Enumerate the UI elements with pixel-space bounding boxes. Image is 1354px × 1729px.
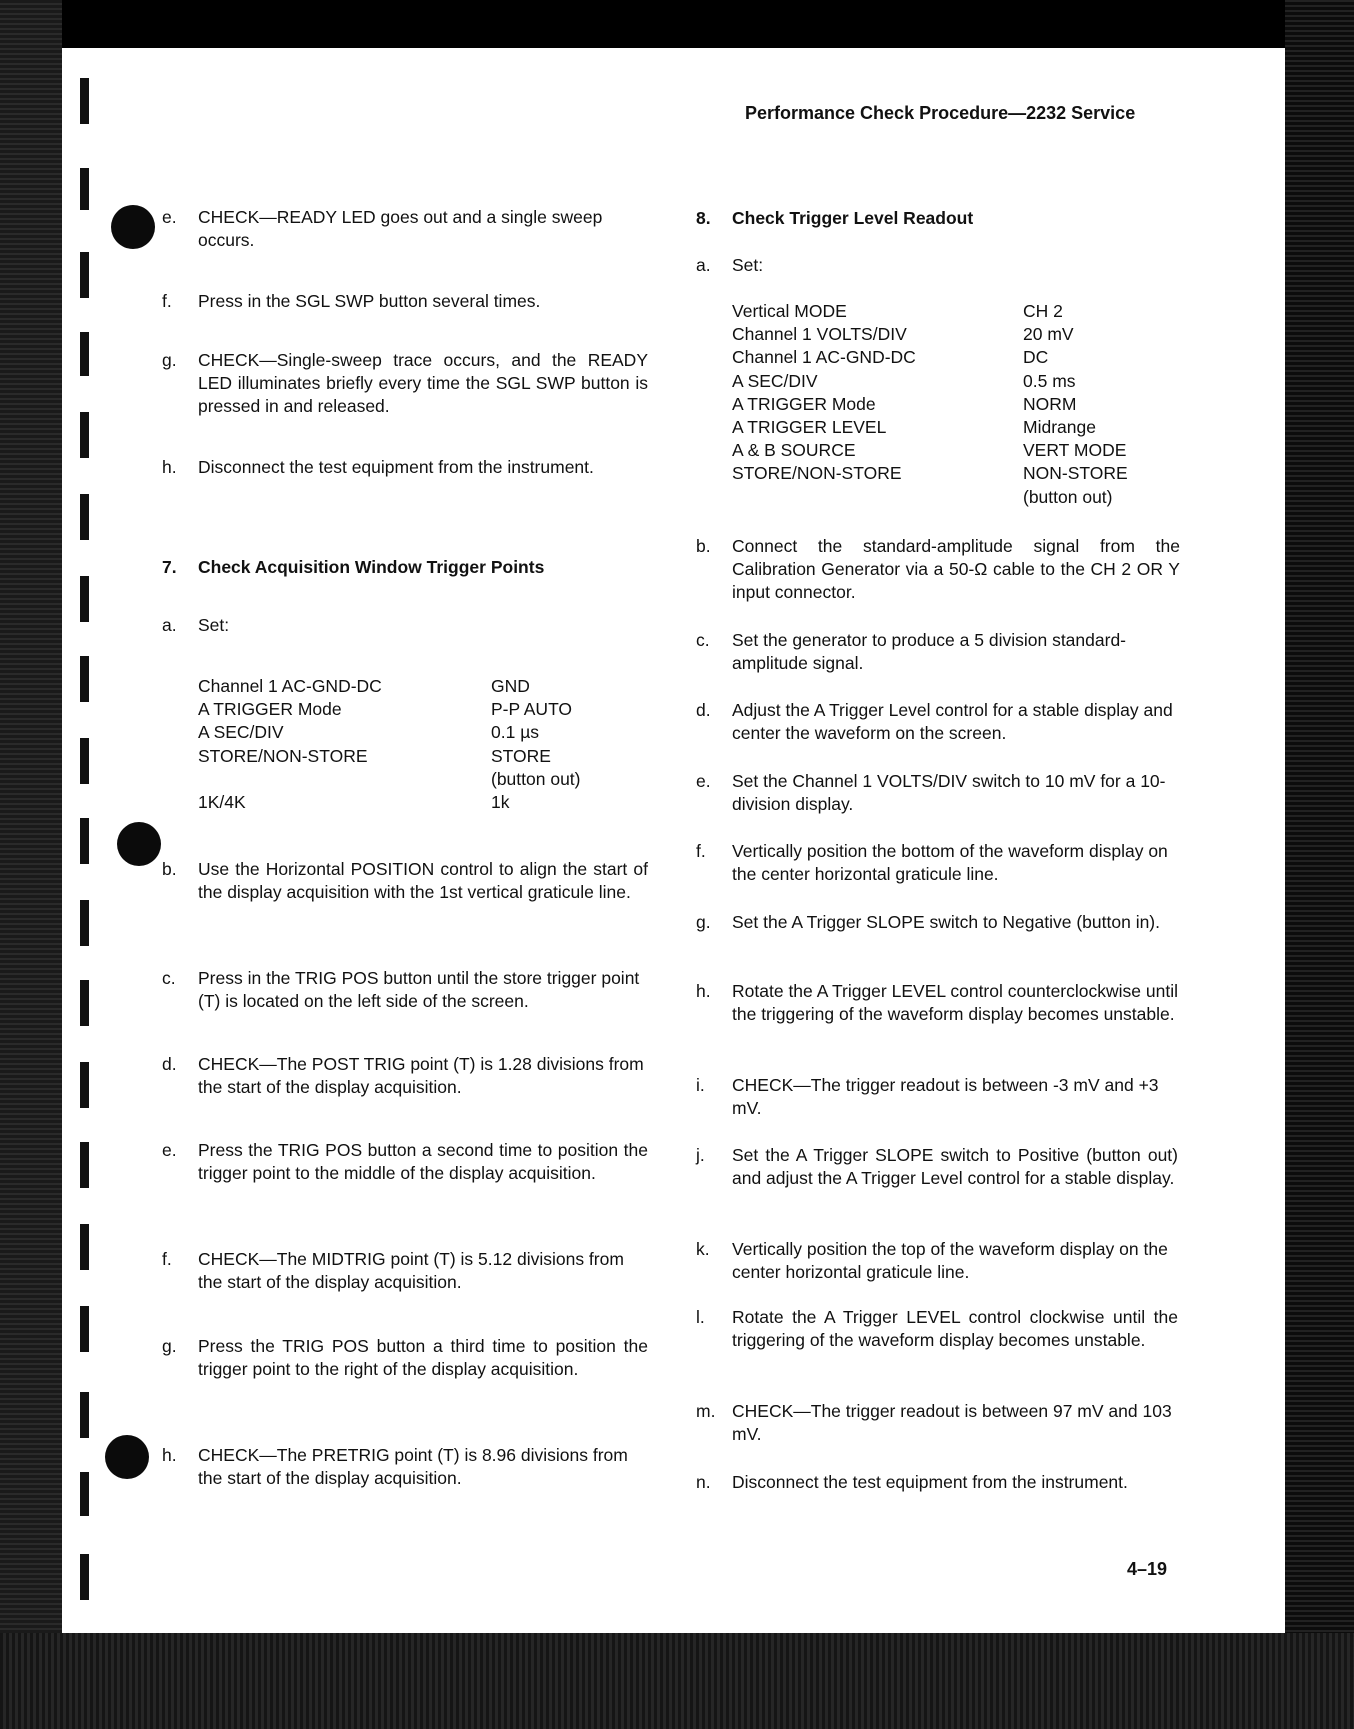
- section-title: Check Acquisition Window Trigger Points: [198, 557, 545, 577]
- section-8-set: [696, 254, 932, 277]
- step-b-connect: [696, 535, 1180, 604]
- step-c-generator: [696, 629, 1182, 675]
- step-n-disconnect: [696, 1471, 1192, 1494]
- step-h-disconnect: [162, 456, 658, 479]
- change-dot: [111, 205, 155, 249]
- page-header: Performance Check Procedure—2232 Service: [745, 103, 1136, 123]
- change-dot: [117, 822, 161, 866]
- page-number: 4–19: [1127, 1559, 1168, 1579]
- scan-edge-left: [0, 0, 62, 1729]
- settings-row: A TRIGGER Mode P-P AUTO: [198, 699, 573, 720]
- step-label: d.: [696, 700, 711, 720]
- section-8-heading: [696, 207, 1192, 230]
- step-label: k.: [696, 1239, 710, 1259]
- step-label: g.: [696, 912, 711, 932]
- step-text: Set:: [732, 255, 764, 275]
- step-c-trigpos: [162, 967, 653, 1013]
- step-text: Set the A Trigger SLOPE switch to Positive (button out) and adjust the A Trigger Level control for a stable display.: [732, 1145, 1178, 1188]
- step-text: Press the TRIG POS button a second time to position the trigger point to the middle of the display acquisition.: [198, 1140, 648, 1183]
- step-b-position: [162, 858, 648, 904]
- settings-row: Channel 1 VOLTS/DIV 20 mV: [732, 324, 1074, 345]
- step-label: h.: [162, 1445, 177, 1465]
- step-label: f.: [696, 841, 706, 861]
- step-h-rotate-ccw: [696, 980, 1178, 1026]
- step-f-press: [162, 290, 648, 313]
- step-i-check-readout: [696, 1074, 1187, 1120]
- step-text: Set the A Trigger SLOPE switch to Negative (button in).: [732, 912, 1160, 932]
- step-text: CHECK—READY LED goes out and a single sweep occurs.: [198, 207, 603, 250]
- step-d-posttrig: [162, 1053, 653, 1099]
- settings-row: Vertical MODE CH 2: [732, 301, 1063, 321]
- section-8-settings-table: [732, 300, 1172, 509]
- step-f-vertical: [696, 840, 1182, 886]
- step-label: b.: [162, 859, 177, 879]
- step-text: Vertically position the bottom of the waveform display on the center horizontal graticule line.: [732, 841, 1168, 884]
- step-label: n.: [696, 1472, 711, 1492]
- step-label: a.: [162, 615, 177, 635]
- step-label: i.: [696, 1075, 705, 1095]
- step-text: CHECK—Single-sweep trace occurs, and the READY LED illuminates briefly every time the SGL SWP button is pressed in and released.: [198, 350, 648, 416]
- step-text: Connect the standard-amplitude signal from the Calibration Generator via a 50-Ω cable to the CH 2 OR Y input connector.: [732, 536, 1180, 602]
- section-number: 8.: [696, 208, 711, 228]
- settings-row: Channel 1 AC-GND-DC GND: [198, 676, 530, 696]
- step-text: Set the generator to produce a 5 division standard-amplitude signal.: [732, 630, 1126, 673]
- section-7-settings-table: [198, 675, 618, 814]
- settings-row: A SEC/DIV 0.5 ms: [732, 370, 1076, 391]
- step-label: e.: [162, 1140, 177, 1160]
- step-e-second: [162, 1139, 648, 1185]
- settings-row: A SEC/DIV 0.1 µs: [198, 722, 540, 743]
- step-label: h.: [696, 981, 711, 1001]
- step-e-voltsdiv: [696, 770, 1187, 816]
- step-label: g.: [162, 350, 177, 370]
- settings-row: A & B SOURCE VERT MODE: [732, 440, 1127, 461]
- step-text: Use the Horizontal POSITION control to align the start of the display acquisition with the 1st vertical graticule line.: [198, 859, 648, 902]
- step-g-check: [162, 349, 648, 418]
- settings-row: (button out): [1023, 486, 1113, 507]
- section-7-heading: [162, 556, 658, 579]
- step-f-midtrig: [162, 1248, 653, 1294]
- step-label: c.: [162, 968, 176, 988]
- change-dot: [105, 1435, 149, 1479]
- step-j-slope-positive: [696, 1144, 1178, 1190]
- section-number: 7.: [162, 557, 177, 577]
- step-label: h.: [162, 457, 177, 477]
- scan-edge-bottom: [0, 1633, 1354, 1729]
- step-label: g.: [162, 1336, 177, 1356]
- step-text: CHECK—The POST TRIG point (T) is 1.28 divisions from the start of the display acquisition.: [198, 1054, 644, 1097]
- step-label: e.: [696, 771, 711, 791]
- step-text: Adjust the A Trigger Level control for a stable display and center the waveform on the screen.: [732, 700, 1173, 743]
- step-g-third: [162, 1335, 648, 1381]
- step-h-pretrig: [162, 1444, 653, 1490]
- step-label: a.: [696, 255, 711, 275]
- step-text: CHECK—The trigger readout is between -3 mV and +3 mV.: [732, 1075, 1159, 1118]
- step-text: Rotate the A Trigger LEVEL control clockwise until the triggering of the waveform display becomes unstable.: [732, 1307, 1178, 1350]
- step-text: CHECK—The MIDTRIG point (T) is 5.12 divisions from the start of the display acquisition.: [198, 1249, 624, 1292]
- step-text: Vertically position the top of the waveform display on the center horizontal graticule line.: [732, 1239, 1168, 1282]
- step-text: Press in the SGL SWP button several times.: [198, 291, 541, 311]
- step-text: Set:: [198, 615, 230, 635]
- step-text: Disconnect the test equipment from the instrument.: [198, 457, 594, 477]
- step-text: CHECK—The PRETRIG point (T) is 8.96 divisions from the start of the display acquisition.: [198, 1445, 628, 1488]
- settings-row: STORE/NON-STORE NON-STORE: [732, 463, 1128, 484]
- step-label: m.: [696, 1401, 716, 1421]
- step-k-vertical-top: [696, 1238, 1182, 1284]
- step-label: c.: [696, 630, 710, 650]
- settings-row: (button out): [491, 768, 581, 789]
- step-label: b.: [696, 536, 711, 556]
- step-label: j.: [696, 1145, 705, 1165]
- settings-row: 1K/4K 1k: [198, 791, 510, 812]
- step-text: Press in the TRIG POS button until the store trigger point (T) is located on the left side of the screen.: [198, 968, 640, 1011]
- step-l-rotate-cw: [696, 1306, 1178, 1352]
- settings-row: A TRIGGER LEVEL Midrange: [732, 416, 1096, 437]
- step-g-slope-negative: [696, 911, 1187, 934]
- scan-edge-right: [1285, 0, 1354, 1729]
- section-7-set: [162, 614, 398, 637]
- step-text: Press the TRIG POS button a third time to position the trigger point to the right of the display acquisition.: [198, 1336, 648, 1379]
- step-text: Rotate the A Trigger LEVEL control counterclockwise until the triggering of the waveform display becomes unstable.: [732, 981, 1178, 1024]
- step-text: CHECK—The trigger readout is between 97 mV and 103 mV.: [732, 1401, 1172, 1444]
- step-label: f.: [162, 291, 172, 311]
- section-title: Check Trigger Level Readout: [732, 208, 974, 228]
- settings-row: STORE/NON-STORE STORE: [198, 745, 551, 766]
- step-text: Disconnect the test equipment from the instrument.: [732, 1472, 1128, 1492]
- step-label: e.: [162, 207, 177, 227]
- step-label: d.: [162, 1054, 177, 1074]
- step-m-check-readout: [696, 1400, 1187, 1446]
- settings-row: Channel 1 AC-GND-DC DC: [732, 347, 1049, 368]
- step-text: Set the Channel 1 VOLTS/DIV switch to 10 mV for a 10-division display.: [732, 771, 1166, 814]
- step-d-adjust: [696, 699, 1187, 745]
- step-label: l.: [696, 1307, 705, 1327]
- step-e-ready: [162, 206, 648, 252]
- settings-row: A TRIGGER Mode NORM: [732, 393, 1077, 414]
- step-label: f.: [162, 1249, 172, 1269]
